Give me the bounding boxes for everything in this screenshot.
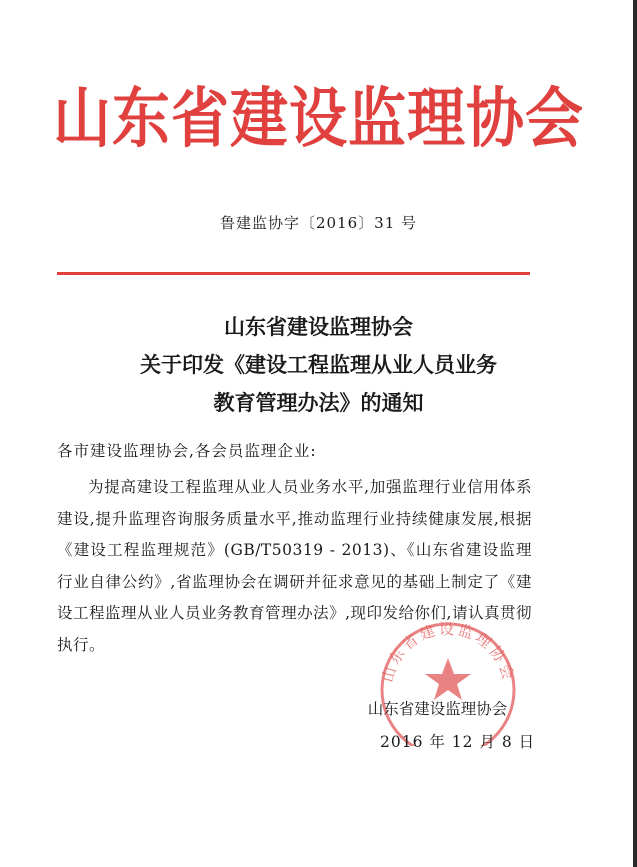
salutation: 各市建设监理协会,各会员监理企业: [57, 442, 317, 460]
official-seal-stamp [370, 620, 526, 746]
masthead-org-name: 山东省建设监理协会 [52, 79, 584, 157]
signature-org-name: 山东省建设监理协会 [367, 700, 508, 718]
svg-text:山东省建设监理协会: 山东省建设监理协会 [378, 620, 518, 685]
notice-body: 为提高建设工程监理从业人员业务水平,加强监理行业信用体系建设,提升监理咨询服务质量水平,推动监理行业持续健康发展,根据《建设工程监理规范》(GB/T50319 - 2013)、《山东省建设监理行业自律公约》,省监理协会在调研并征求意见的基础上制定了《建设工程监理从业人员业务教育管理办法》,现印发给你们,请认真贯彻执行。 [57, 478, 532, 654]
notice-title-line-1: 山东省建设监理协会 [224, 315, 413, 339]
notice-title-line-2: 关于印发《建设工程监理从业人员业务 [140, 353, 497, 377]
notice-title-line-3: 教育管理办法》的通知 [213, 391, 424, 415]
issue-date: 2016 年 12 月 8 日 [380, 733, 536, 751]
document-number: 鲁建监协字〔2016〕31 号 [219, 214, 418, 232]
red-divider-line [57, 272, 530, 275]
